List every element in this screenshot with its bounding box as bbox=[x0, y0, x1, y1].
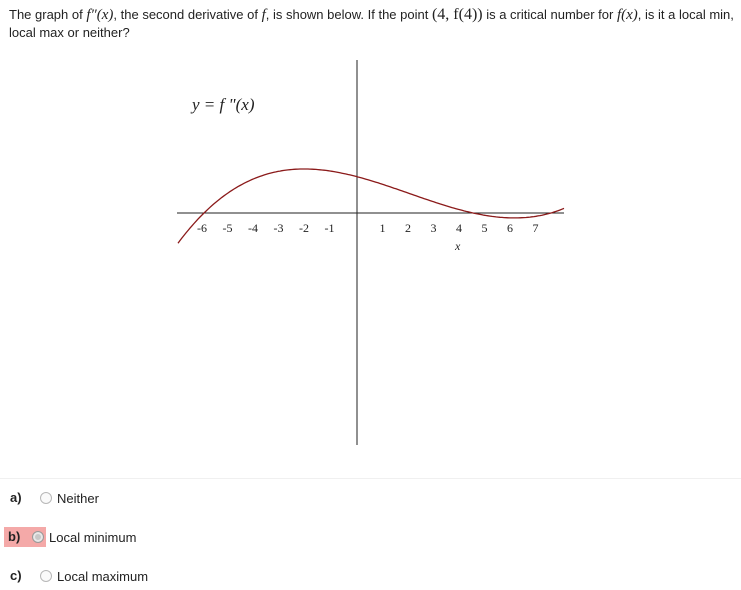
option-letter: a) bbox=[10, 490, 22, 505]
x-tick-labels-positive bbox=[380, 221, 539, 235]
question-part: , is shown below. If the point bbox=[265, 7, 432, 22]
option-c[interactable] bbox=[0, 565, 148, 587]
x-tick-label: 6 bbox=[507, 221, 513, 235]
option-label[interactable]: Local maximum bbox=[57, 568, 149, 584]
x-tick-label: -1 bbox=[324, 221, 335, 235]
x-tick-label: -3 bbox=[273, 221, 284, 235]
x-tick-label: -5 bbox=[222, 221, 233, 235]
math-fx: f(x) bbox=[616, 7, 638, 23]
question-part: , the second derivative of bbox=[113, 7, 262, 22]
x-tick-label: -4 bbox=[248, 221, 258, 235]
option-label[interactable]: Neither bbox=[57, 490, 99, 506]
option-b[interactable] bbox=[0, 526, 136, 548]
x-tick-label: -6 bbox=[197, 221, 207, 235]
x-tick-labels-negative bbox=[197, 221, 335, 235]
math-f: f bbox=[261, 7, 266, 23]
radio-button-selected[interactable] bbox=[32, 531, 44, 543]
question-part: , is it a local min, local max or neither? bbox=[9, 7, 734, 40]
divider bbox=[0, 478, 741, 479]
math-fpp: f″(x) bbox=[86, 7, 114, 23]
x-tick-label: 1 bbox=[379, 221, 386, 235]
x-tick-label: 7 bbox=[532, 221, 539, 235]
x-tick-label: -2 bbox=[299, 221, 309, 235]
option-letter: b) bbox=[8, 529, 21, 544]
option-a[interactable] bbox=[0, 487, 99, 509]
math-point: (4, f(4)) bbox=[431, 6, 483, 23]
option-letter: c) bbox=[10, 568, 22, 583]
x-tick-label: 2 bbox=[405, 221, 411, 235]
x-tick-label: 3 bbox=[430, 221, 437, 235]
x-axis-label: x bbox=[455, 239, 461, 253]
radio-button[interactable] bbox=[40, 492, 52, 504]
question-part: The graph of bbox=[9, 7, 87, 22]
x-tick-label: 5 bbox=[481, 221, 488, 235]
selected-highlight bbox=[4, 527, 46, 547]
radio-button[interactable] bbox=[40, 570, 52, 582]
option-label[interactable]: Local minimum bbox=[49, 529, 137, 545]
question-part: is a critical number for bbox=[482, 7, 617, 22]
x-tick-label: 4 bbox=[456, 221, 462, 235]
curve-label: y = f "(x) bbox=[192, 95, 255, 114]
